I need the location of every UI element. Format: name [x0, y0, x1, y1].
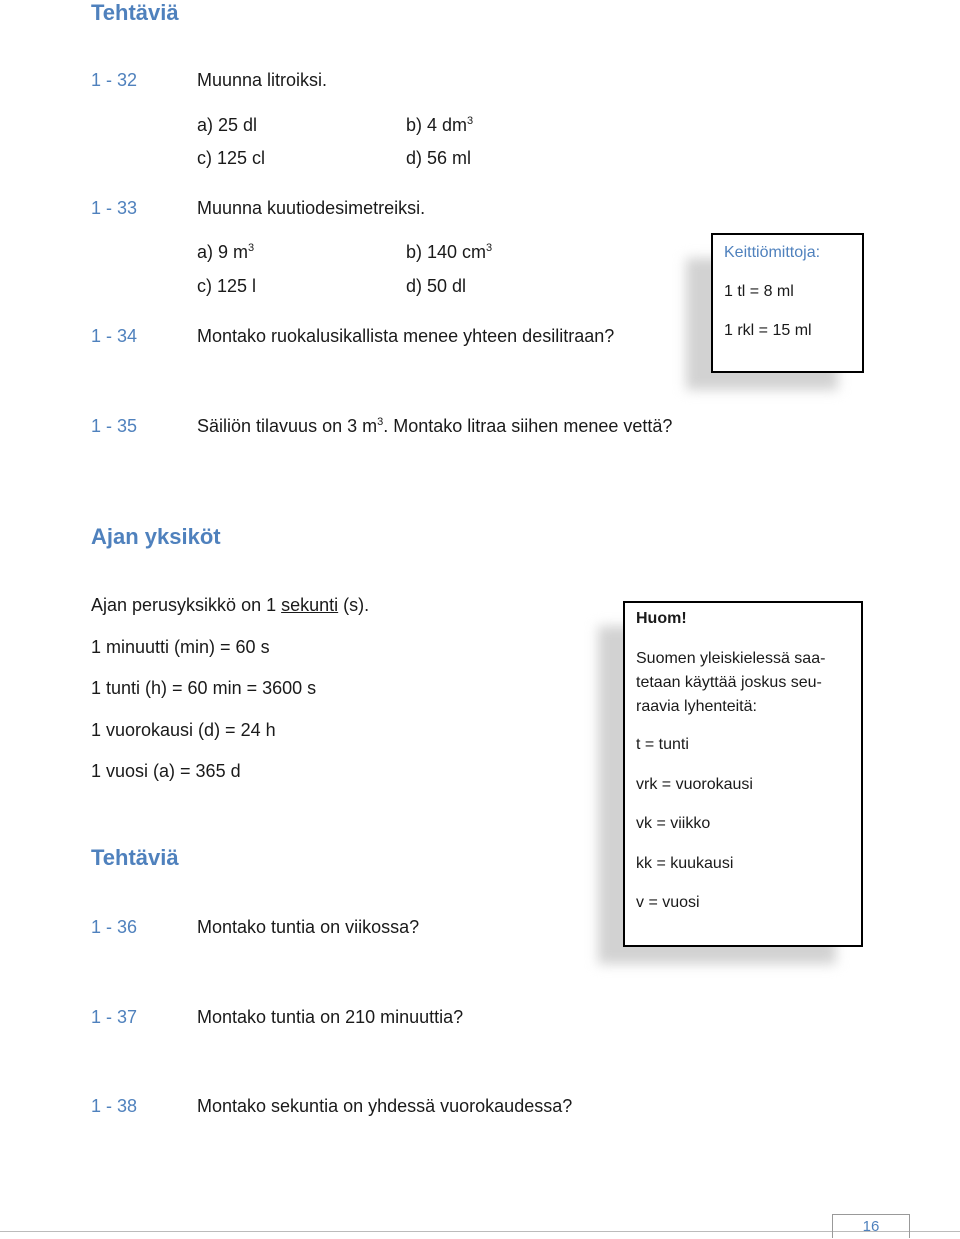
- task-text: Säiliön tilavuus on 3 $m^3$. Montako litraa siihen menee vettä?: [197, 416, 673, 436]
- section-heading-tasks: Tehtäviä: [91, 845, 179, 870]
- abbreviation-item: vrk = vuorokausi: [636, 776, 753, 793]
- task-item: c) 125 cl: [197, 148, 266, 168]
- section-heading-tasks: Tehtäviä: [91, 0, 179, 25]
- task-text: Montako sekuntia on yhdessä vuorokaudessa?: [197, 1096, 573, 1116]
- box-line: 1 rkl = 15 ml: [724, 322, 812, 339]
- task-item: b) 4 $dm^3$: [406, 115, 474, 135]
- abbreviation-item: v = vuosi: [636, 894, 700, 911]
- unit-line: 1 vuorokausi (d) = 24 h: [91, 720, 276, 740]
- task-item: b) 140 $cm^3$: [406, 242, 493, 262]
- task-text: Muunna kuutiodesimetreiksi.: [197, 198, 426, 218]
- unit-line: 1 minuutti (min) = 60 s: [91, 637, 270, 657]
- note-title: Huom!: [636, 610, 687, 627]
- task-number: 1 - 32: [91, 70, 138, 90]
- section-heading-time-units: Ajan yksiköt: [91, 524, 221, 549]
- box-line: 1 tl = 8 ml: [724, 283, 794, 300]
- note-text: Suomen yleiskielessä saa-: [636, 650, 826, 667]
- task-item: c) 125 l: [197, 276, 257, 296]
- task-number: 1 - 33: [91, 198, 138, 218]
- abbreviation-item: kk = kuukausi: [636, 855, 734, 872]
- task-item: a) 9 $m^3$: [197, 242, 255, 262]
- abbreviation-item: vk = viikko: [636, 815, 711, 832]
- term-second: sekunti: [281, 595, 339, 615]
- note-text: tetaan käyttää joskus seu-: [636, 674, 822, 691]
- box-title: Keittiömittoja:: [724, 244, 821, 261]
- intro-text: Ajan perusyksikkö on 1 sekunti (s).: [91, 595, 370, 615]
- note-box: [623, 601, 863, 947]
- task-number: 1 - 38: [91, 1096, 138, 1116]
- task-number: 1 - 36: [91, 917, 138, 937]
- task-item: d) 56 ml: [406, 148, 472, 168]
- task-text: Montako tuntia on 210 minuuttia?: [197, 1007, 464, 1027]
- footer-rule: [0, 1231, 960, 1232]
- unit-line: 1 tunti (h) = 60 min = 3600 s: [91, 678, 317, 698]
- page-number: 16: [832, 1214, 910, 1238]
- task-text: Muunna litroiksi.: [197, 70, 328, 90]
- task-number: 1 - 37: [91, 1007, 138, 1027]
- task-number: 1 - 35: [91, 416, 138, 436]
- unit-line: 1 vuosi (a) = 365 d: [91, 761, 241, 781]
- kitchen-measures-box: [711, 233, 864, 373]
- task-text: Montako tuntia on viikossa?: [197, 917, 420, 937]
- note-text: raavia lyhenteitä:: [636, 698, 757, 715]
- task-item: a) 25 dl: [197, 115, 258, 135]
- task-item: d) 50 dl: [406, 276, 467, 296]
- abbreviation-item: t = tunti: [636, 736, 689, 753]
- task-number: 1 - 34: [91, 326, 138, 346]
- task-text: Montako ruokalusikallista menee yhteen desilitraan?: [197, 326, 615, 346]
